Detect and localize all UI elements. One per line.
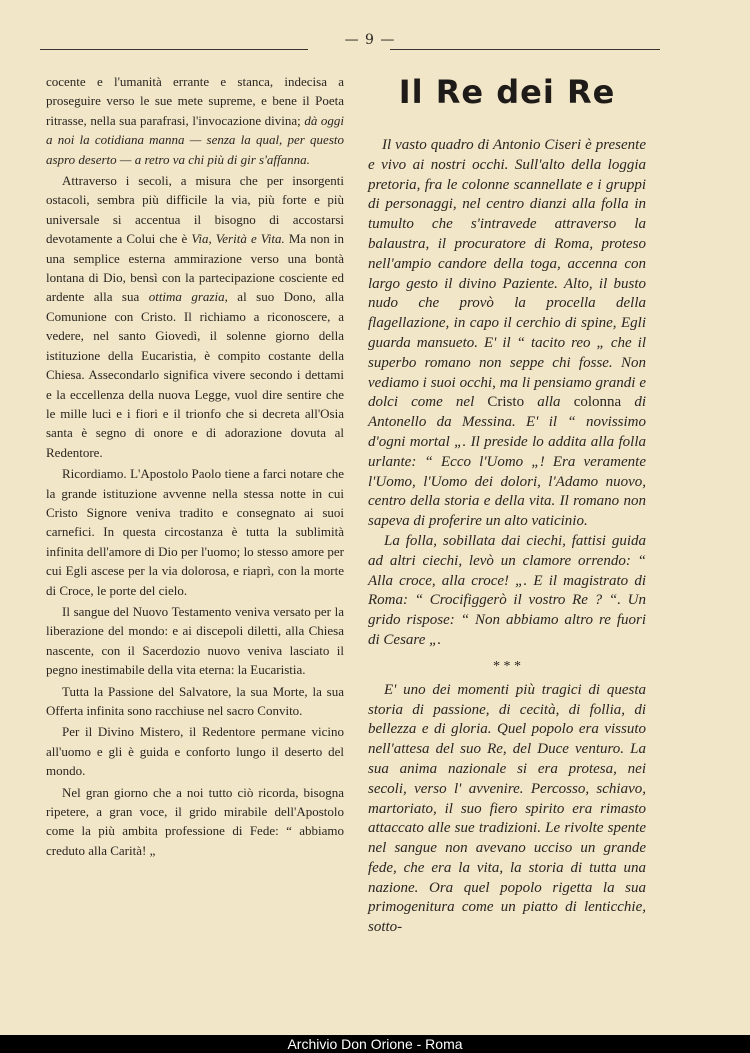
article-title: Il Re dei Re — [398, 73, 616, 111]
right-column — [368, 72, 646, 938]
italic-phrase: Via, Verità e Vita. — [191, 231, 285, 247]
right-paragraph-2: La folla, sobillata dai ciechi, fattisi guida ad altri ciechi, levò un clamore orrendo: “ Alla croce, alla croce! „. E il magistrato di Roma: “ Crocifiggerò il vostro Re ? “. Un grido rispose: “ Non abbiamo altro re fuori di Cesare „. — [368, 532, 646, 648]
text-run: al suo Dono, alla Comunione con Cristo. Il richiamo a riconoscere, a vedere, nel santo Giovedì, il solenne giorno della istituzione della Eucaristia, è compito costante della Chiesa. Assecondarlo significa vivere secondo i dettami e la eccellenza della nuova Legge, vuol dire sentire che le mille luci e i fiori e il trionfo che si decreta all'Osia santa è segno di onore e di adorazione dovuta al Redentore. — [46, 289, 344, 460]
italic-phrase: ottima grazia, — [148, 289, 228, 305]
section-separator: * * * — [493, 658, 521, 674]
left-column — [46, 72, 344, 860]
text-run: di Antonello da Messina. E' il “ novissimo d'ogni mortal „. Il preside lo addita alla folla urlante: “ Ecco l'Uomo „! Era veramente l'Uomo, l'Uomo dei dolori, l'Adamo nuovo, centro della storia e della vita. Il romano non sapeva di proferire un alto vaticinio. — [368, 394, 646, 530]
upright-word: Cristo — [487, 394, 525, 411]
archive-footer: Archivio Don Orione - Roma — [0, 1035, 750, 1053]
text-run: cocente e l'umanità errante e stanca, indecisa a proseguire verso le sue mete supreme, e bene il Poeta ritrasse, nella sua parafrasi, l'invocazione divina; — [46, 74, 344, 128]
left-paragraph-3: Ricordiamo. L'Apostolo Paolo tiene a farci notare che la grande istituzione avvenne nella stessa notte in cui Cristo Signore veniva tradito e consegnato ai suoi carnefici. In questa circostanza è tutta la sublimità infinita dell'amore di Dio per l'uomo; lo stesso amore per cui Egli ascese per la via dolorosa, e riaprì, con la morte di Croce, le porte del cielo. — [46, 466, 344, 598]
left-paragraph-1 — [46, 72, 344, 169]
text-run: Attraverso i secoli, a misura che per insorgenti ostacoli, sembra più difficile la via, più forte e più universale si accentua il bisogno di accostarsi devotamente a Colui che è — [46, 173, 344, 247]
left-paragraph-5: Tutta la Passione del Salvatore, la sua Morte, la sua Offerta infinita sono racchiuse nel sacro Convito. — [46, 683, 344, 718]
page-number: — 9 — — [344, 32, 396, 48]
dante-quote: dà oggi a noi la cotidiana manna — senza la qual, per questo aspro deserto — a retro va chi più di gir s'affanna. — [46, 112, 344, 167]
left-paragraph-6: Per il Divino Mistero, il Redentore permane vicino all'uomo e gli è guida e conforto lungo il deserto del mondo. — [46, 724, 344, 779]
upright-word: colonna — [573, 394, 622, 411]
text-run: alla — [524, 394, 574, 411]
page-header — [40, 32, 660, 52]
header-rule-left — [40, 49, 308, 50]
right-paragraph-1 — [368, 136, 646, 532]
left-paragraph-2 — [46, 171, 344, 462]
text-run: Il vasto quadro di Antonio Ciseri è presente e vivo ai nostri occhi. Sull'alto della loggia pretoria, fra le colonne scannellate e i gruppi di personaggi, nel centro dianzi alla folla in tumulto che s'intravede attraverso la balaustra, il procuratore di Roma, proteso nell'ampio candore della toga, accenna con largo gesto il divino Paziente. Alto, il busto nudo che provò la procella della flagellazione, in capo il cerchio di spine, Egli guarda mansueto. E' il “ tacito reo „ che il superbo romano non seppe chi fosse. Non vediamo i suoi occhi, ma li pensiamo grandi e dolci come nel — [368, 137, 646, 411]
text-run: Ma non in una semplice esterna ammirazione verso una bontà lontana di Dio, bensì con la partecipazione cosciente ed ardente alla sua — [46, 231, 344, 305]
right-paragraph-3: E' uno dei momenti più tragici di questa storia di passione, di cecità, di follia, di bellezza e di gloria. Quel popolo era vissuto nell'attesa del suo Re, del Duce venturo. La sua anima nazionale si era protesa, nei secoli, verso l' avvenire. Percosso, schiavo, martoriato, il suo fiero spirito era rimasto attaccato alle sue tradizioni. Le rivolte spente nel sangue non avevano ucciso un grande fede, che era la vita, la storia di tutta una nazione. Ora quel popolo rigetta la sua primogenitura come un piatto di lenticchie, sotto- — [368, 681, 646, 936]
left-paragraph-7: Nel gran giorno che a noi tutto ciò ricorda, bisogna ripetere, a gran voce, il grido mirabile dell'Apostolo come la più ambita professione di Fede: “ abbiamo creduto alla Carità! „ — [46, 784, 344, 858]
header-rule-right — [390, 49, 660, 50]
left-paragraph-4: Il sangue del Nuovo Testamento veniva versato per la liberazione del mondo: e ai discepoli diletti, alla Chiesa nascente, con il Sacerdozio nuovo veniva lasciato il pegno inestimabile della vita eterna: la Eucaristia. — [46, 603, 344, 678]
